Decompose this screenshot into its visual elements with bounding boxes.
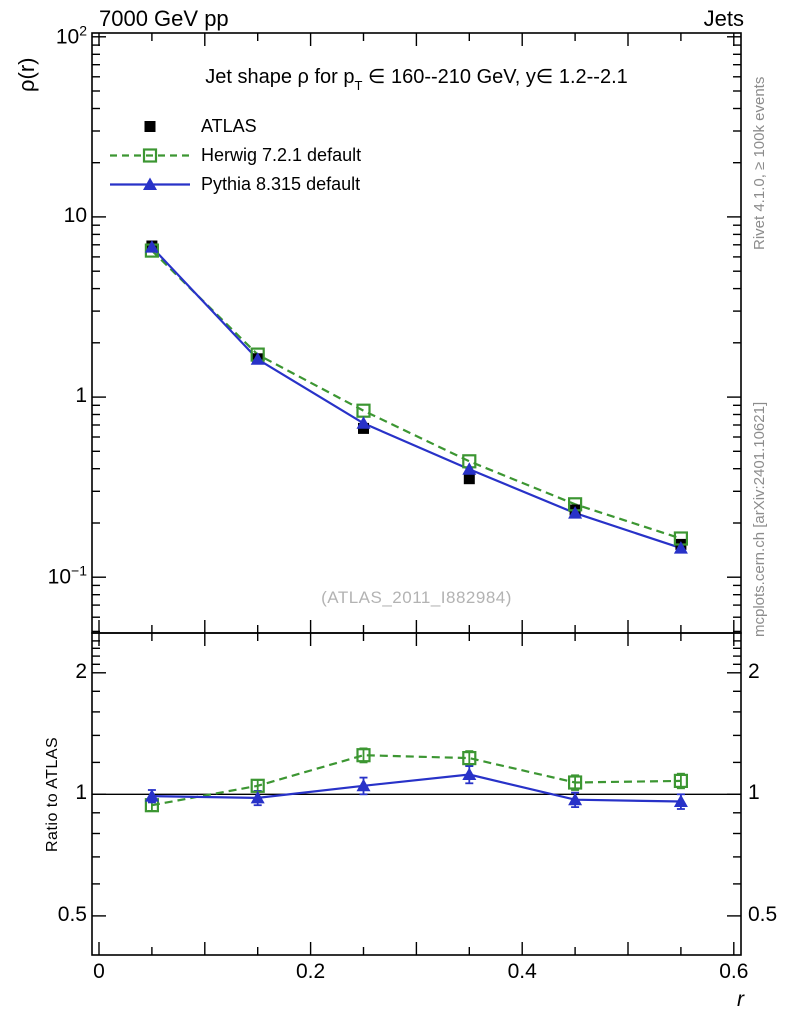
herwig-marker-icon (108, 141, 192, 170)
main-y-tick-label: $10^{-1}$ (47, 562, 87, 589)
legend (108, 112, 361, 199)
mcplots-arxiv-note: mcplots.cern.ch [arXiv:2401.10621] (751, 401, 768, 637)
y-axis-title-main: ρ(r) (14, 57, 39, 92)
legend-item-atlas (108, 112, 361, 141)
plot-title-pre: Jet shape ρ for p (205, 66, 355, 88)
x-tick-label: 0 (93, 960, 105, 983)
beam-energy-label: 7000 GeV pp (99, 6, 229, 31)
pythia-marker-icon (108, 170, 192, 199)
rivet-version-note: Rivet 4.1.0, ≥ 100k events (751, 76, 768, 250)
plot-title-post: ∈ 160--210 GeV, y∈ 1.2--2.1 (362, 66, 628, 88)
plot-title (92, 64, 741, 93)
legend-label: ATLAS (201, 116, 257, 136)
y-axis-title-ratio: Ratio to ATLAS (44, 736, 61, 852)
legend-label: Herwig 7.2.1 default (201, 145, 362, 165)
legend-label: Pythia 8.315 default (201, 174, 361, 194)
plot-title-subscript: T (354, 78, 363, 93)
analysis-id-watermark: (ATLAS_2011_I882984) (321, 588, 512, 607)
x-tick-label: 0.4 (507, 960, 537, 983)
ratio-y-tick-label-right: 2 (748, 659, 760, 683)
main-y-tick-label: 10 (63, 203, 87, 227)
ratio-y-tick-label-right: 1 (748, 781, 760, 805)
x-tick-label: 0.6 (719, 960, 749, 983)
atlas-marker-icon (108, 112, 192, 141)
ratio-y-tick-label-left: 0.5 (57, 902, 87, 926)
legend-item-herwig (108, 141, 361, 170)
analysis-group-label: Jets (703, 6, 744, 31)
ratio-y-tick-label-right: 0.5 (748, 902, 778, 926)
main-y-tick-label: $10^2$ (55, 22, 87, 49)
x-axis-title: r (737, 988, 744, 1011)
legend-item-pythia (108, 170, 361, 199)
ratio-y-tick-label-left: 1 (75, 781, 87, 805)
x-tick-label: 0.2 (295, 960, 326, 983)
main-y-tick-label: 1 (75, 384, 87, 408)
ratio-y-tick-label-left: 2 (75, 659, 87, 683)
